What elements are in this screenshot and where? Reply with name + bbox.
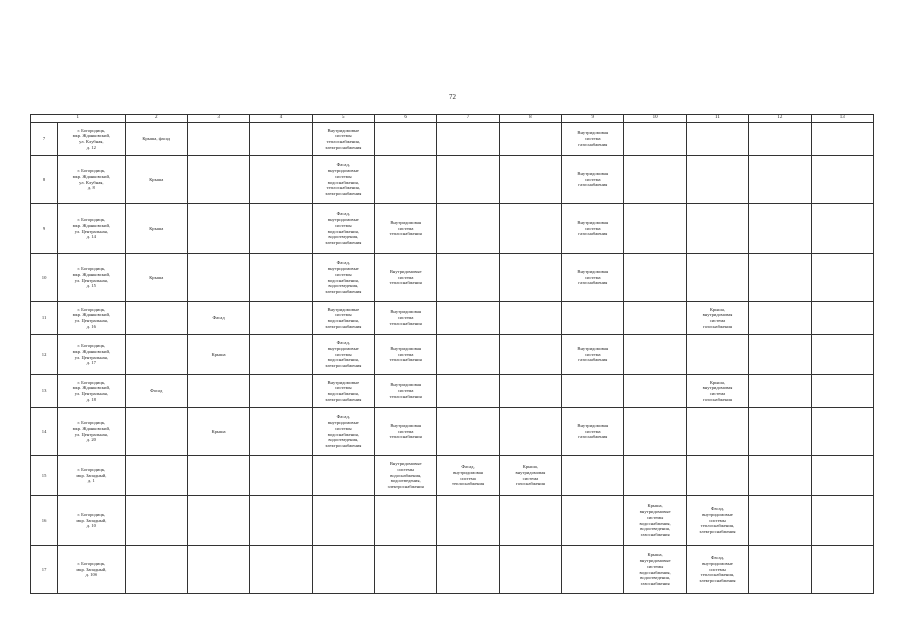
work-cell: Крыша, внутридомовые системы водоснабжения, водоотведения, газоснабжения	[624, 546, 686, 594]
row-number-cell: 13	[31, 375, 58, 408]
work-cell	[749, 496, 811, 546]
work-cell: Внутридомовые система теплоснабжения	[374, 254, 436, 302]
table-header	[31, 115, 874, 123]
table-row	[31, 335, 874, 375]
header-cell-4: 4	[250, 115, 312, 123]
work-cell: Фасад, внутридомовые системы теплоснабжения, электроснабжения	[686, 546, 748, 594]
work-cell	[250, 546, 312, 594]
work-cell	[624, 204, 686, 254]
work-cell	[250, 408, 312, 456]
address-cell: г. Богородицк, мкр. Жданковский, ул. Центральная, д. 14	[58, 204, 125, 254]
work-cell: Крыша, внутридомовая система газоснабжения	[686, 302, 748, 335]
work-cell	[499, 156, 561, 204]
table-row	[31, 204, 874, 254]
work-cell	[125, 335, 187, 375]
work-cell	[125, 546, 187, 594]
work-cell: Внутридомовая система газоснабжения	[562, 123, 624, 156]
work-cell	[187, 123, 249, 156]
row-number-cell: 14	[31, 408, 58, 456]
work-cell	[187, 375, 249, 408]
address-cell: г. Богородицк, мкр. Западный, д. 10	[58, 496, 125, 546]
work-cell	[499, 204, 561, 254]
work-cell	[686, 204, 748, 254]
work-cell	[499, 546, 561, 594]
address-cell: г. Богородицк, мкр. Жданковский, ул. Центральная, д. 18	[58, 375, 125, 408]
work-cell	[811, 254, 874, 302]
work-cell	[437, 204, 499, 254]
work-cell	[624, 408, 686, 456]
row-number-cell: 15	[31, 456, 58, 496]
work-cell	[499, 375, 561, 408]
row-number-cell: 7	[31, 123, 58, 156]
work-cell	[437, 335, 499, 375]
work-cell	[749, 335, 811, 375]
work-cell	[125, 496, 187, 546]
work-cell: Внутридомовая система газоснабжения	[562, 335, 624, 375]
work-cell: Фасад	[125, 375, 187, 408]
work-cell	[250, 123, 312, 156]
address-cell: г. Богородицк, мкр. Жданковский, ул. Центральная, д. 17	[58, 335, 125, 375]
header-cell-10: 10	[624, 115, 686, 123]
table-row	[31, 456, 874, 496]
work-cell	[437, 156, 499, 204]
work-cell	[437, 254, 499, 302]
work-cell: Фасад, внутридомовая система теплоснабжения	[437, 456, 499, 496]
work-cell	[811, 496, 874, 546]
table-row	[31, 546, 874, 594]
work-cell	[749, 123, 811, 156]
work-cell	[624, 254, 686, 302]
table-body	[31, 123, 874, 594]
work-cell	[187, 156, 249, 204]
work-cell	[624, 123, 686, 156]
work-cell	[250, 302, 312, 335]
work-cell	[686, 254, 748, 302]
work-cell	[562, 375, 624, 408]
work-cell	[624, 156, 686, 204]
work-cell	[250, 375, 312, 408]
address-cell: г. Богородицк, мкр. Жданковский, ул. Центральная, д. 16	[58, 302, 125, 335]
work-cell	[811, 204, 874, 254]
work-cell: Крыша, фасад	[125, 123, 187, 156]
work-cell: Внутридомовая система газоснабжения	[562, 408, 624, 456]
work-cell	[811, 456, 874, 496]
work-cell: Фасад, внутридомовые системы водоснабжения, теплоснабжения, электроснабжения	[312, 156, 374, 204]
work-cell: Внутридомовая система газоснабжения	[562, 254, 624, 302]
work-cell: Внутридомовая система теплоснабжения	[374, 302, 436, 335]
header-cell-8: 8	[499, 115, 561, 123]
work-cell	[499, 254, 561, 302]
work-cell: Фасад, внутридомовые системы водоснабжения, водоотведения, электроснабжения	[312, 254, 374, 302]
table-row	[31, 156, 874, 204]
work-cell	[749, 254, 811, 302]
header-cell-12: 12	[749, 115, 811, 123]
work-cell	[686, 123, 748, 156]
work-cell	[686, 335, 748, 375]
work-cell: Внутридомовая система теплоснабжения	[374, 375, 436, 408]
work-cell: Крыша	[187, 335, 249, 375]
row-number-cell: 12	[31, 335, 58, 375]
work-cell	[749, 546, 811, 594]
works-schedule-table	[30, 114, 874, 594]
work-cell: Крыша	[125, 204, 187, 254]
work-cell	[125, 456, 187, 496]
work-cell	[312, 546, 374, 594]
work-cell	[250, 254, 312, 302]
work-cell	[749, 204, 811, 254]
work-cell: Внутридомовая система теплоснабжения	[374, 335, 436, 375]
header-cell-6: 6	[374, 115, 436, 123]
work-cell	[437, 123, 499, 156]
work-cell	[437, 496, 499, 546]
header-cell-13: 13	[811, 115, 874, 123]
table-row	[31, 302, 874, 335]
page-number: 72	[449, 93, 456, 101]
work-cell	[187, 546, 249, 594]
work-cell	[250, 456, 312, 496]
work-cell	[686, 456, 748, 496]
work-cell	[187, 496, 249, 546]
work-cell	[187, 204, 249, 254]
work-cell: Фасад	[187, 302, 249, 335]
work-cell	[749, 375, 811, 408]
table-row	[31, 408, 874, 456]
header-cell-11: 11	[686, 115, 748, 123]
work-cell	[125, 408, 187, 456]
work-cell: Крыша	[187, 408, 249, 456]
work-cell	[437, 546, 499, 594]
work-cell	[811, 375, 874, 408]
work-cell	[749, 408, 811, 456]
work-cell: Крыша, внутридомовая система газоснабжения	[686, 375, 748, 408]
work-cell	[624, 302, 686, 335]
address-cell: г. Богородицк, мкр. Жданковский, ул. Клубная, д. 12	[58, 123, 125, 156]
work-cell: Внутридомовая система теплоснабжения	[374, 204, 436, 254]
work-cell: Внутридомовые системы водоснабжения, водоотведения, электроснабжения	[374, 456, 436, 496]
work-cell	[811, 123, 874, 156]
work-cell	[125, 302, 187, 335]
work-cell	[749, 302, 811, 335]
work-cell: Крыша	[125, 156, 187, 204]
work-cell: Фасад, внутридомовые системы водоснабжения, электроснабжения	[312, 335, 374, 375]
work-cell: Внутридомовая система теплоснабжения	[374, 408, 436, 456]
work-cell	[749, 156, 811, 204]
work-cell	[562, 302, 624, 335]
work-cell	[187, 456, 249, 496]
work-cell: Фасад, внутридомовые системы водоснабжения, водоотведения, электроснабжения	[312, 408, 374, 456]
work-cell	[250, 204, 312, 254]
header-cell-2: 2	[125, 115, 187, 123]
work-cell	[562, 546, 624, 594]
work-cell	[374, 496, 436, 546]
work-cell	[312, 456, 374, 496]
work-cell	[374, 546, 436, 594]
table-row	[31, 496, 874, 546]
work-cell	[624, 375, 686, 408]
work-cell: Фасад, внутридомовые системы теплоснабжения, электроснабжения	[686, 496, 748, 546]
row-number-cell: 9	[31, 204, 58, 254]
work-cell	[749, 456, 811, 496]
header-cell-5: 5	[312, 115, 374, 123]
address-cell: г. Богородицк, мкр. Жданковский, ул. Центральная, д. 15	[58, 254, 125, 302]
work-cell	[811, 546, 874, 594]
work-cell: Крыша, внутридомовые системы водоснабжения, водоотведения, газоснабжения	[624, 496, 686, 546]
work-cell	[811, 156, 874, 204]
row-number-cell: 8	[31, 156, 58, 204]
work-cell: Внутридомовая система газоснабжения	[562, 204, 624, 254]
work-cell: Внутридомовые системы теплоснабжения, электроснабжения	[312, 123, 374, 156]
work-cell	[624, 335, 686, 375]
address-cell: г. Богородицк, мкр. Западный, д. 1	[58, 456, 125, 496]
table-row	[31, 375, 874, 408]
work-cell	[562, 496, 624, 546]
work-cell	[250, 496, 312, 546]
work-cell	[811, 302, 874, 335]
header-cell-3: 3	[187, 115, 249, 123]
work-cell	[250, 335, 312, 375]
work-cell: Внутридомовые системы водоснабжения, электроснабжения	[312, 375, 374, 408]
work-cell: Внутридомовые системы водоснабжения, электроснабжения	[312, 302, 374, 335]
work-cell	[499, 496, 561, 546]
row-number-cell: 11	[31, 302, 58, 335]
work-cell	[562, 456, 624, 496]
address-cell: г. Богородицк, мкр. Западный, д. 10б	[58, 546, 125, 594]
work-cell	[437, 375, 499, 408]
work-cell	[374, 156, 436, 204]
work-cell	[811, 408, 874, 456]
work-cell	[187, 254, 249, 302]
work-cell	[499, 302, 561, 335]
table-row	[31, 254, 874, 302]
work-cell	[437, 408, 499, 456]
work-cell	[250, 156, 312, 204]
work-cell	[437, 302, 499, 335]
header-cell-7: 7	[437, 115, 499, 123]
row-number-cell: 17	[31, 546, 58, 594]
work-cell	[499, 123, 561, 156]
work-cell	[686, 156, 748, 204]
row-number-cell: 16	[31, 496, 58, 546]
row-number-cell: 10	[31, 254, 58, 302]
header-cell-1: 1	[31, 115, 126, 123]
work-cell: Фасад, внутридомовые системы водоснабжения, водоотведения, электроснабжения	[312, 204, 374, 254]
work-cell	[686, 408, 748, 456]
work-cell	[499, 335, 561, 375]
work-cell	[312, 496, 374, 546]
work-cell	[811, 335, 874, 375]
address-cell: г. Богородицк, мкр. Жданковский, ул. Центральная, д. 20	[58, 408, 125, 456]
header-row	[31, 115, 874, 123]
work-cell	[624, 456, 686, 496]
header-cell-9: 9	[562, 115, 624, 123]
work-cell: Крыша, внутридомовая система газоснабжения	[499, 456, 561, 496]
work-cell	[499, 408, 561, 456]
work-cell: Внутридомовая система газоснабжения	[562, 156, 624, 204]
work-cell: Крыша	[125, 254, 187, 302]
table-row	[31, 123, 874, 156]
address-cell: г. Богородицк, мкр. Жданковский, ул. Клубная, д. 8	[58, 156, 125, 204]
work-cell	[374, 123, 436, 156]
